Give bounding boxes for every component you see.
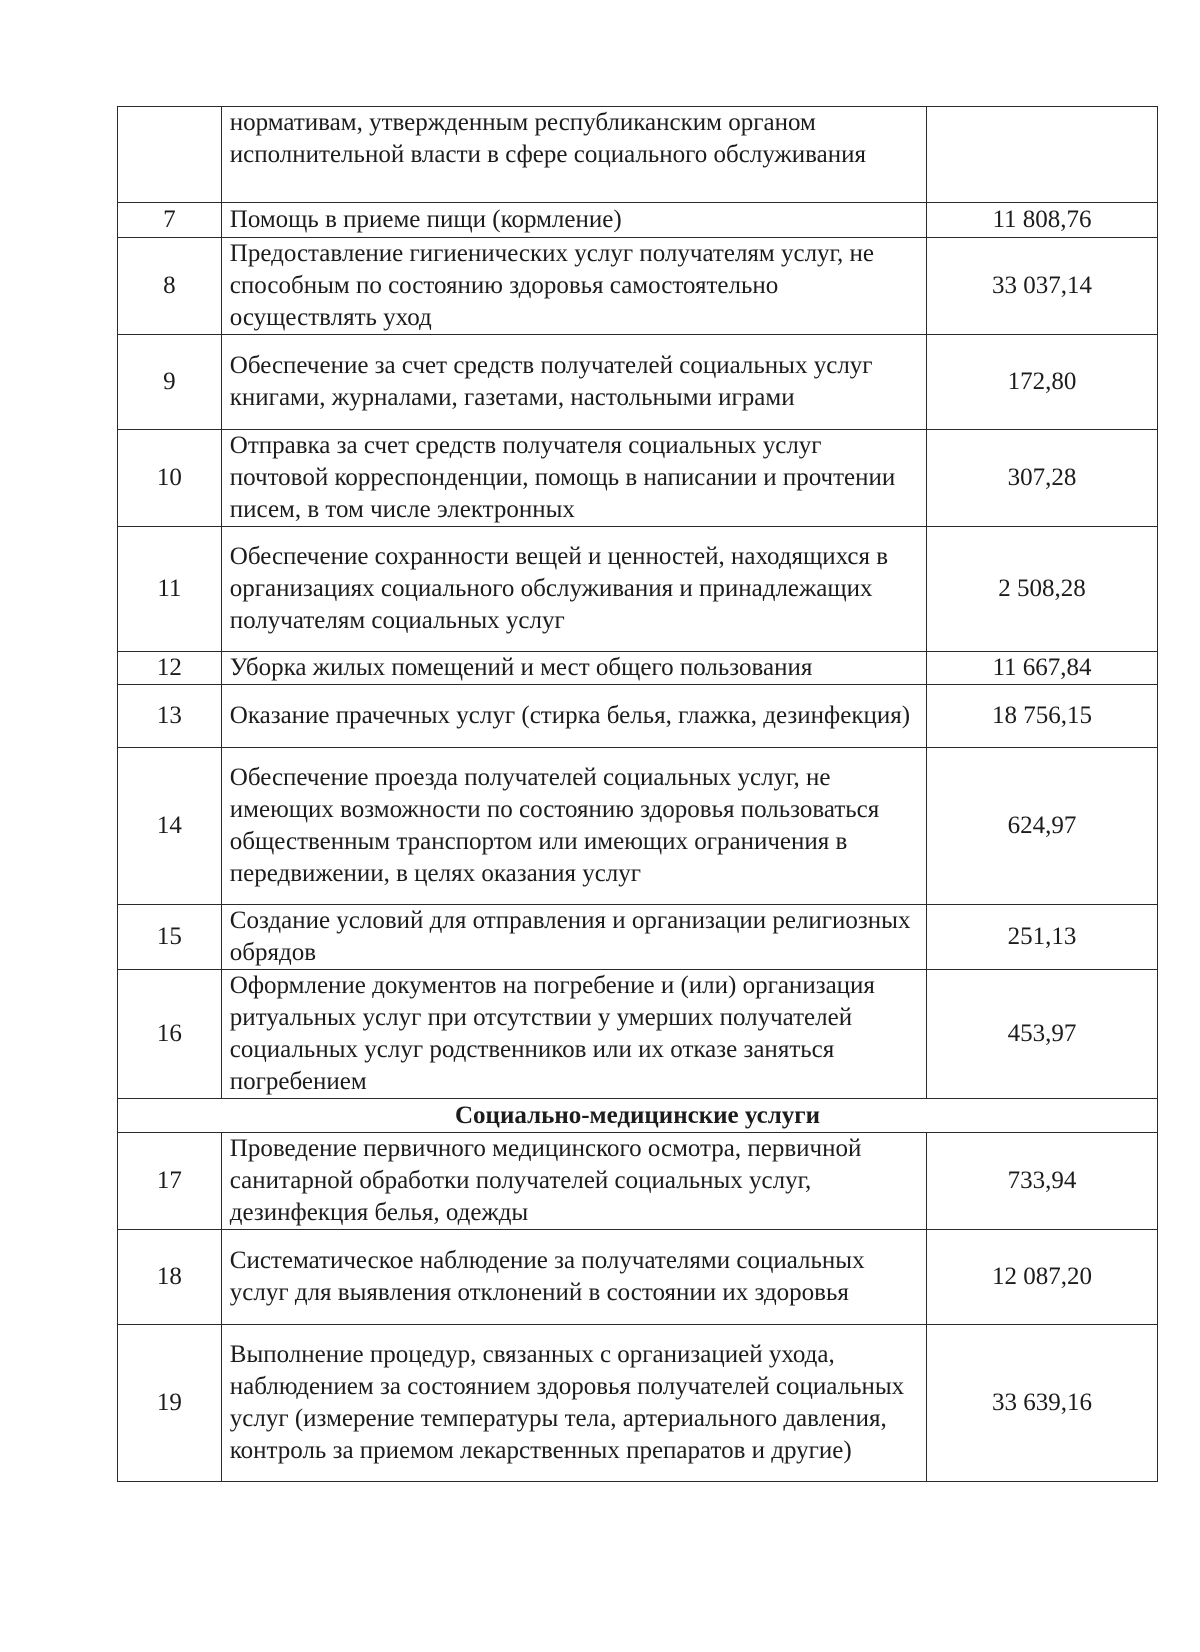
row-number: 12 (118, 652, 222, 685)
table-row (118, 527, 1158, 652)
service-price: 11 667,84 (926, 652, 1157, 685)
row-number: 17 (118, 1133, 222, 1230)
service-description: Систематическое наблюдение за получателями социальных услуг для выявления отклонений в состоянии их здоровья (221, 1230, 926, 1325)
service-description: Обеспечение проезда получателей социальных услуг, не имеющих возможности по состоянию здоровья пользоваться общественным транспортом или имеющих ограничения в передвижении, в целях оказания услуг (221, 748, 926, 905)
service-price: 453,97 (926, 970, 1157, 1099)
table-row (118, 970, 1158, 1099)
table-row (118, 203, 1158, 238)
row-number: 11 (118, 527, 222, 652)
row-number: 13 (118, 685, 222, 748)
services-price-table (117, 106, 1158, 1482)
section-header-row (118, 1099, 1158, 1133)
row-number: 7 (118, 203, 222, 238)
service-price: 733,94 (926, 1133, 1157, 1230)
table-row (118, 1230, 1158, 1325)
row-number: 19 (118, 1325, 222, 1482)
service-description: Отправка за счет средств получателя социальных услуг почтовой корреспонденции, помощь в написании и прочтении писем, в том числе электронных (221, 430, 926, 527)
service-price: 12 087,20 (926, 1230, 1157, 1325)
service-description: Проведение первичного медицинского осмотра, первичной санитарной обработки получателей социальных услуг, дезинфекция белья, одежды (221, 1133, 926, 1230)
service-description: Обеспечение сохранности вещей и ценностей, находящихся в организациях социального обслуживания и принадлежащих получателям социальных услуг (221, 527, 926, 652)
table-row (118, 685, 1158, 748)
service-price: 11 808,76 (926, 203, 1157, 238)
row-number: 10 (118, 430, 222, 527)
table-row (118, 748, 1158, 905)
table-row (118, 652, 1158, 685)
service-price (926, 107, 1157, 203)
service-description: Оказание прачечных услуг (стирка белья, глажка, дезинфекция) (221, 685, 926, 748)
service-description: Предоставление гигиенических услуг получателям услуг, не способным по состоянию здоровья самостоятельно осуществлять уход (221, 238, 926, 335)
table-row (118, 905, 1158, 970)
service-description: Помощь в приеме пищи (кормление) (221, 203, 926, 238)
service-description: Обеспечение за счет средств получателей социальных услуг книгами, журналами, газетами, настольными играми (221, 335, 926, 430)
table-row (118, 1133, 1158, 1230)
service-description: Выполнение процедур, связанных с организацией ухода, наблюдением за состоянием здоровья получателей социальных услуг (измерение температуры тела, артериального давления, контроль за приемом лекарственных препаратов и другие) (221, 1325, 926, 1482)
service-price: 307,28 (926, 430, 1157, 527)
table-row (118, 238, 1158, 335)
table-row (118, 430, 1158, 527)
service-description: нормативам, утвержденным республиканским органом исполнительной власти в сфере социального обслуживания (221, 107, 926, 203)
row-number-cell (118, 107, 222, 203)
service-price: 251,13 (926, 905, 1157, 970)
row-number: 15 (118, 905, 222, 970)
row-number: 14 (118, 748, 222, 905)
service-price: 624,97 (926, 748, 1157, 905)
table-row (118, 1325, 1158, 1482)
service-price: 2 508,28 (926, 527, 1157, 652)
service-price: 33 639,16 (926, 1325, 1157, 1482)
table-row (118, 335, 1158, 430)
row-number: 16 (118, 970, 222, 1099)
service-price: 33 037,14 (926, 238, 1157, 335)
table-row-continuation (118, 107, 1158, 203)
row-number: 8 (118, 238, 222, 335)
service-price: 172,80 (926, 335, 1157, 430)
service-description: Создание условий для отправления и организации религиозных обрядов (221, 905, 926, 970)
service-description: Оформление документов на погребение и (или) организация ритуальных услуг при отсутствии у умерших получателей социальных услуг родственников или их отказе заняться погребением (221, 970, 926, 1099)
service-price: 18 756,15 (926, 685, 1157, 748)
row-number: 18 (118, 1230, 222, 1325)
services-table-body (118, 107, 1158, 1482)
service-description: Уборка жилых помещений и мест общего пользования (221, 652, 926, 685)
section-title: Социально-медицинские услуги (118, 1099, 1158, 1133)
row-number: 9 (118, 335, 222, 430)
